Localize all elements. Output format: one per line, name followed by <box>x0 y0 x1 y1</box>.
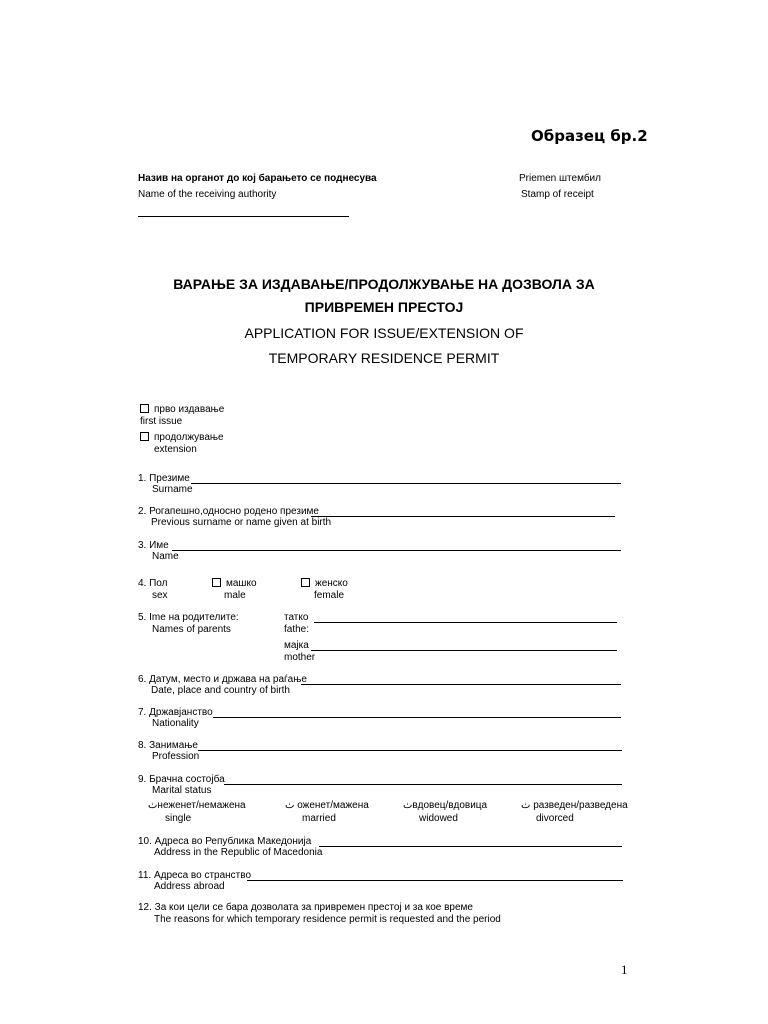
female-checkbox[interactable] <box>301 578 310 587</box>
marital-label-mk: 9. Брачна состојба <box>138 774 225 785</box>
marital-option-single[interactable]: ٺнеженет/немажена <box>148 800 246 811</box>
first-issue-checkbox[interactable] <box>140 404 149 413</box>
extension-label-en: extension <box>154 444 197 455</box>
first-issue-label-en: first issue <box>140 416 183 427</box>
extension-label-mk: продолжување <box>154 432 224 443</box>
birth-label-en: Date, place and country of birth <box>151 685 290 696</box>
married-label-en: married <box>302 813 336 824</box>
male-option[interactable] <box>212 578 257 590</box>
address-mk-input-line[interactable] <box>319 846 622 847</box>
address-abroad-label-mk: 11. Адреса во странство <box>138 870 252 881</box>
address-abroad-label-en: Address abroad <box>154 881 225 892</box>
male-label-mk: машко <box>226 578 257 589</box>
address-mk-label-mk: 10. Адреса во Република Македонија <box>138 836 312 847</box>
stamp-label-mk: Priemen штембил <box>519 173 601 184</box>
surname-input-line[interactable] <box>191 483 621 484</box>
name-input-line[interactable] <box>172 550 621 551</box>
profession-label-mk: 8. Занимање <box>138 740 198 751</box>
authority-label-en: Name of the receiving authority <box>138 189 277 200</box>
nationality-label-mk: 7. Државјанство <box>138 707 213 718</box>
mother-label-en: mother <box>284 652 316 663</box>
male-label-en: male <box>224 590 246 601</box>
widowed-label-en: widowed <box>419 813 458 824</box>
title-en-line2: TEMPORARY RESIDENCE PERMIT <box>268 350 500 366</box>
form-number: Образец бр.2 <box>531 127 648 145</box>
title-mk-line1: ВАРАЊЕ ЗА ИЗДАВАЊЕ/ПРОДОЛЖУВАЊЕ НА ДОЗВОЛА ЗА <box>173 276 595 292</box>
female-label-mk: женско <box>315 578 348 589</box>
first-issue-label-mk: прво издавање <box>154 404 225 415</box>
father-label-mk: татко <box>284 612 309 623</box>
reasons-label-mk: 12. За кои цели се бара дозволата за привремен престој и за кое време <box>138 902 473 913</box>
male-checkbox[interactable] <box>212 578 221 587</box>
father-label-en: fathe: <box>284 624 310 635</box>
nationality-input-line[interactable] <box>213 717 621 718</box>
marital-label-en: Marital status <box>152 785 212 796</box>
sex-label-en: sex <box>152 590 168 601</box>
address-mk-label-en: Address in the Republic of Macedonia <box>154 847 323 858</box>
parents-label-mk: 5. Ime на родителите: <box>138 612 239 623</box>
previous-surname-label-en: Previous surname or name given at birth <box>151 517 332 528</box>
page-number: 1 <box>621 962 628 977</box>
marital-input-line[interactable] <box>224 784 622 785</box>
birth-input-line[interactable] <box>301 684 621 685</box>
sex-label-mk: 4. Пол <box>138 578 168 589</box>
title-en-line1: APPLICATION FOR ISSUE/EXTENSION OF <box>244 325 524 341</box>
authority-input-line[interactable] <box>138 216 349 217</box>
marital-option-married[interactable]: ٺ оженет/мажена <box>285 800 369 811</box>
authority-label-mk: Назив на органот до кој барањето се поднесува <box>138 173 377 184</box>
stamp-label-en: Stamp of receipt <box>521 189 594 200</box>
marital-option-divorced[interactable]: ٺ разведен/разведена <box>521 800 628 811</box>
parents-label-en: Names of parents <box>152 624 231 635</box>
previous-surname-label-mk: 2. Рогапешно,односно родено презиме <box>138 506 319 517</box>
extension-option[interactable] <box>140 432 224 444</box>
reasons-label-en: The reasons for which temporary residence permit is requested and the period <box>154 914 501 925</box>
first-issue-option[interactable] <box>140 404 224 416</box>
surname-label-en: Surname <box>152 484 193 495</box>
name-label-mk: 3. Име <box>138 540 169 551</box>
extension-checkbox[interactable] <box>140 432 149 441</box>
female-label-en: female <box>314 590 345 601</box>
profession-input-line[interactable] <box>198 750 622 751</box>
marital-option-widowed[interactable]: ٺвдовец/вдовица <box>403 800 488 811</box>
single-label-en: single <box>165 813 192 824</box>
mother-label-mk: мајка <box>284 640 309 651</box>
surname-label-mk: 1. Презиме <box>138 473 190 484</box>
father-input-line[interactable] <box>314 622 617 623</box>
address-abroad-input-line[interactable] <box>247 880 623 881</box>
female-option[interactable] <box>301 578 348 590</box>
title-mk-line2: ПРИВРЕМЕН ПРЕСТОЈ <box>304 299 464 315</box>
nationality-label-en: Nationality <box>152 718 199 729</box>
birth-label-mk: 6. Датум, место и држава на раѓање <box>138 674 307 685</box>
profession-label-en: Profession <box>152 751 200 762</box>
divorced-label-en: divorced <box>536 813 574 824</box>
previous-surname-input-line[interactable] <box>311 516 615 517</box>
mother-input-line[interactable] <box>311 650 617 651</box>
name-label-en: Name <box>152 551 179 562</box>
